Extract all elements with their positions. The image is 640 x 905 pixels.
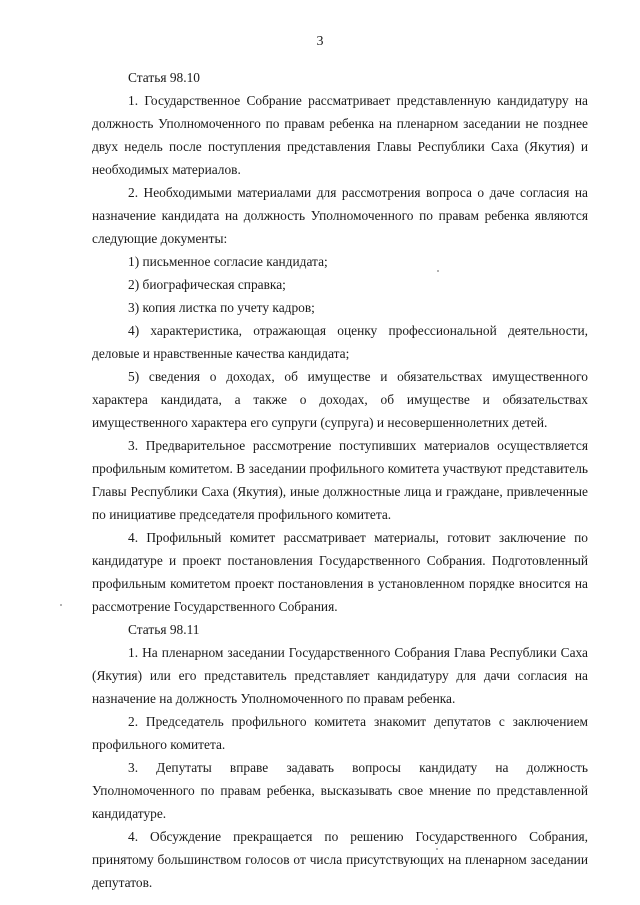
article-heading-98-10: Статья 98.10 (128, 70, 200, 85)
article-98-10-paragraph-1: 1. Государственное Собрание рассматривает представленную кандидатуру на должность Уполномоченного по правам ребенка на пленарном заседании не позднее двух недель после поступления представления Главы Республики Саха (Якутия) и необходимых материалов. (92, 93, 588, 177)
article-98-11-paragraph-3: 3. Депутаты вправе задавать вопросы кандидату на должность Уполномоченного по правам ребенка, высказывать свое мнение по представленной кандидатуре. (92, 760, 588, 821)
page-number: 3 (316, 34, 324, 49)
scan-speck (60, 604, 62, 606)
article-98-10-paragraph-4: 4. Профильный комитет рассматривает материалы, готовит заключение по кандидатуре и проект постановления Государственного Собрания. Подготовленный профильным комитетом проект постановления в установленном порядке вносится на рассмотрение Государственного Собрания. (92, 530, 588, 614)
article-98-11-paragraph-1: 1. На пленарном заседании Государственного Собрания Глава Республики Саха (Якутия) или его представитель представляет кандидатуру для дачи согласия на назначение на должность Уполномоченного по правам ребенка. (92, 645, 588, 706)
list-item: 3) копия листка по учету кадров; (128, 300, 315, 315)
article-heading-98-11: Статья 98.11 (128, 622, 200, 637)
list-item: 1) письменное согласие кандидата; (128, 254, 328, 269)
list-item: 5) сведения о доходах, об имуществе и обязательствах имущественного характера кандидата, а также о доходах, об имуществе и обязательствах имущественного характера его супруги (супруга) и несовершеннолетних детей. (92, 369, 588, 430)
scan-speck (437, 270, 439, 272)
scan-speck (436, 848, 438, 850)
article-98-11-paragraph-4: 4. Обсуждение прекращается по решению Государственного Собрания, принятому большинством голосов от числа присутствующих на пленарном заседании депутатов. (92, 829, 588, 890)
list-item: 2) биографическая справка; (128, 277, 286, 292)
article-98-10-paragraph-3: 3. Предварительное рассмотрение поступивших материалов осуществляется профильным комитетом. В заседании профильного комитета участвуют представитель Главы Республики Саха (Якутия), иные должностные лица и граждане, привлеченные по инициативе председателя профильного комитета. (92, 438, 588, 522)
list-item: 4) характеристика, отражающая оценку профессиональной деятельности, деловые и нравственные качества кандидата; (92, 323, 588, 361)
article-98-10-paragraph-2: 2. Необходимыми материалами для рассмотрения вопроса о даче согласия на назначение кандидата на должность Уполномоченного по правам ребенка являются следующие документы: (92, 185, 588, 246)
article-98-11-paragraph-2: 2. Председатель профильного комитета знакомит депутатов с заключением профильного комитета. (92, 714, 588, 752)
document-body (92, 66, 588, 894)
